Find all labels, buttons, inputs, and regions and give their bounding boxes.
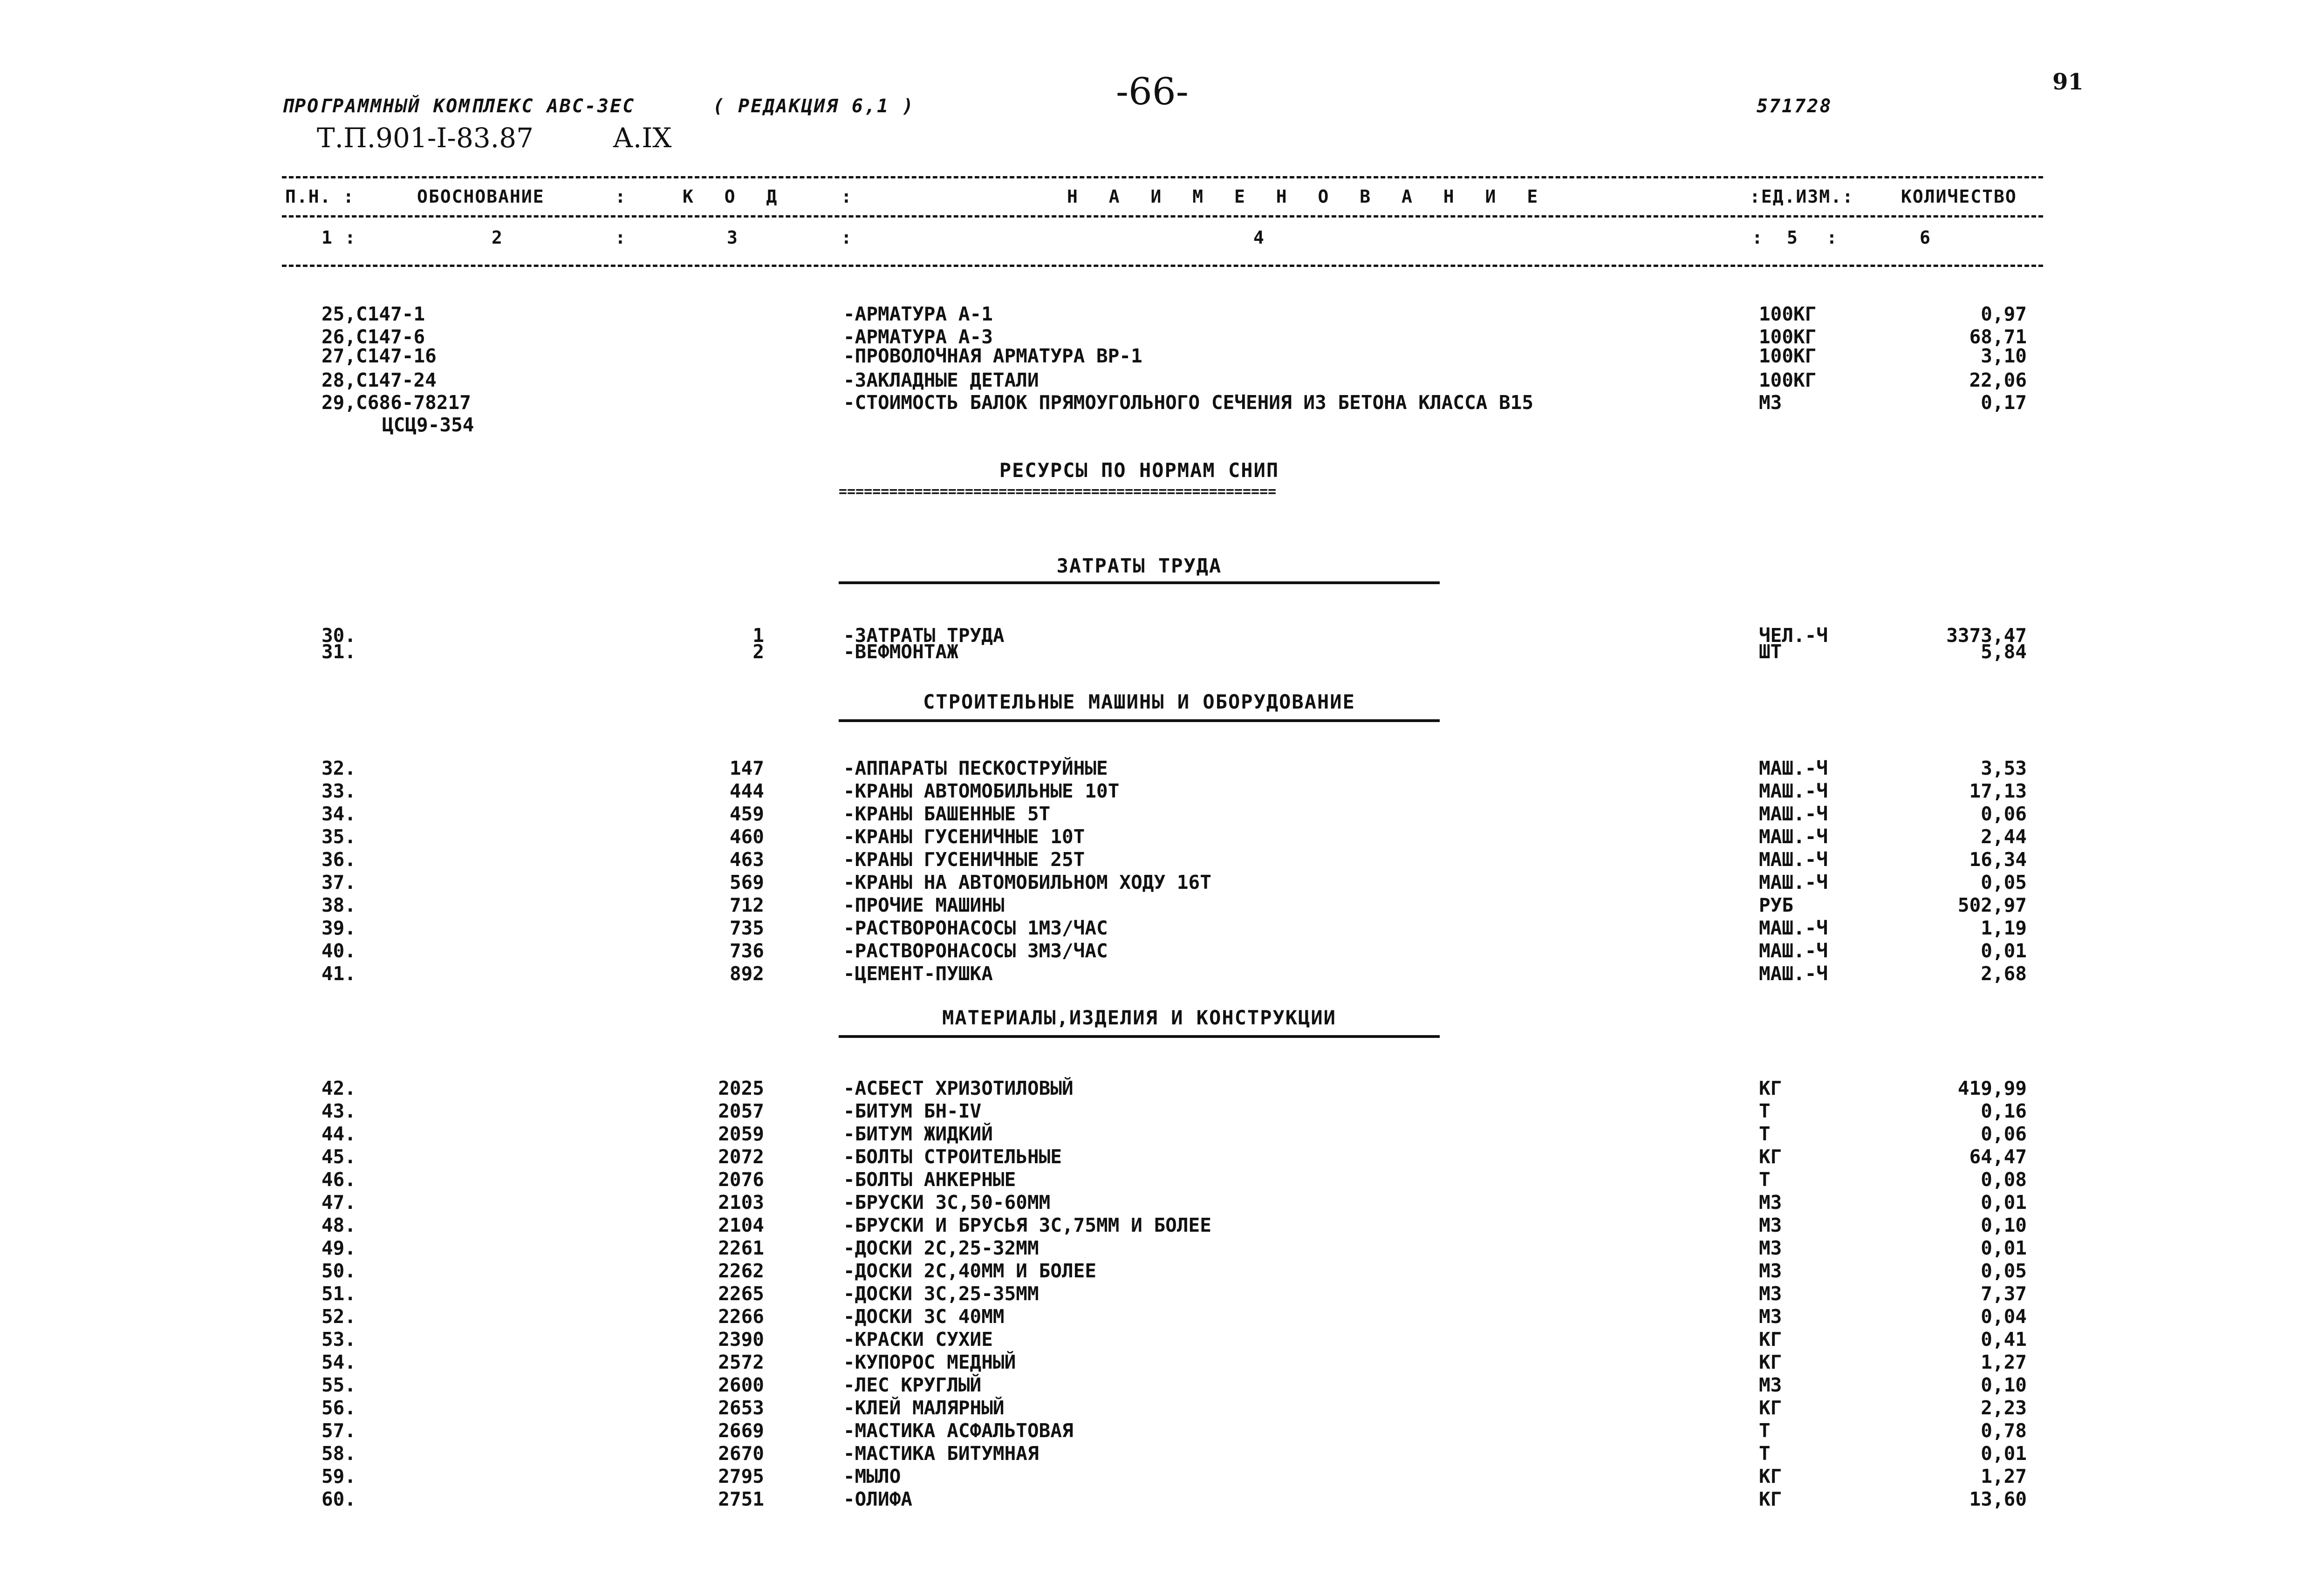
table-row — [0, 780, 2311, 803]
col-separator: : — [841, 186, 853, 207]
row-name: -КЛЕЙ МАЛЯРНЫЙ — [843, 1397, 1005, 1419]
row-unit: М3 — [1759, 1191, 1782, 1214]
row-number: 37. — [321, 871, 356, 893]
row-unit: Т — [1759, 1419, 1771, 1442]
row-name: -КРАНЫ НА АВТОМОБИЛЬНОМ ХОДУ 16Т — [843, 871, 1211, 893]
row-name: -БИТУМ ЖИДКИЙ — [843, 1123, 993, 1145]
row-number: 51. — [321, 1282, 356, 1305]
row-number: 42. — [321, 1077, 356, 1099]
row-number: 43. — [321, 1100, 356, 1122]
table-row — [0, 303, 2311, 326]
col-index-6: 6 — [1920, 227, 1931, 248]
row-code: 2059 — [718, 1123, 764, 1145]
row-qty: 64,47 — [1969, 1146, 2027, 1168]
table-row — [0, 1260, 2311, 1282]
row-unit: КГ — [1759, 1397, 1782, 1419]
section-rule — [839, 581, 1440, 584]
row-name: -СТОИМОСТЬ БАЛОК ПРЯМОУГОЛЬНОГО СЕЧЕНИЯ ИЗ БЕТОНА КЛАССА В15 — [843, 391, 1534, 414]
album-number: А.IX — [613, 122, 672, 154]
row-unit: КГ — [1759, 1488, 1782, 1510]
program-name: ПРОГРАММНЫЙ КОМПЛЕКС АВС-ЗЕС — [282, 95, 636, 117]
row-name: -ЗАТРАТЫ ТРУДА — [843, 624, 1005, 647]
row-number: 54. — [321, 1351, 356, 1373]
col-name-header: Н А И М Е Н О В А Н И Е — [1067, 186, 1548, 207]
table-row — [0, 1328, 2311, 1351]
row-name: -РАСТВОРОНАСОСЫ 1М3/ЧАС — [843, 917, 1108, 939]
col-separator: : — [615, 227, 627, 248]
row-name: -МЫЛО — [843, 1465, 901, 1487]
row-qty: 3,10 — [1981, 345, 2027, 367]
row-qty: 1,27 — [1981, 1351, 2027, 1373]
table-row — [0, 1237, 2311, 1260]
row-number: 45. — [321, 1146, 356, 1168]
row-unit: М3 — [1759, 391, 1782, 414]
section-title-labor: ЗАТРАТЫ ТРУДА — [1056, 554, 1222, 577]
row-code: 2670 — [718, 1442, 764, 1465]
row-qty: 0,01 — [1981, 940, 2027, 962]
row-name: -ДОСКИ 3С,25-35ММ — [843, 1282, 1039, 1305]
table-row — [0, 641, 2311, 663]
row-qty: 0,06 — [1981, 1123, 2027, 1145]
row-qty: 0,97 — [1981, 303, 2027, 325]
resources-underline: ==================================================== — [839, 484, 1277, 500]
row-unit: 100КГ — [1759, 303, 1817, 325]
row-code: 892 — [729, 962, 764, 985]
row-number: 34. — [321, 803, 356, 825]
row-number: 41. — [321, 962, 356, 985]
row-unit: КГ — [1759, 1328, 1782, 1350]
table-row — [0, 940, 2311, 962]
table-row — [0, 871, 2311, 894]
row-qty: 0,10 — [1981, 1374, 2027, 1396]
col-separator: : — [841, 227, 853, 248]
row-code: 2104 — [718, 1214, 764, 1236]
row-number: 50. — [321, 1260, 356, 1282]
row-code: 712 — [729, 894, 764, 916]
table-row — [0, 1374, 2311, 1397]
row-code: 2261 — [718, 1237, 764, 1259]
row-unit: МАШ.-Ч — [1759, 757, 1828, 779]
row-unit: М3 — [1759, 1305, 1782, 1328]
row-unit: Т — [1759, 1100, 1771, 1122]
col-code-header: К О Д — [683, 186, 787, 207]
table-row — [0, 1282, 2311, 1305]
table-row — [0, 1168, 2311, 1191]
row-qty: 0,05 — [1981, 1260, 2027, 1282]
row-unit: КГ — [1759, 1351, 1782, 1373]
row-unit: 100КГ — [1759, 345, 1817, 367]
row-name: -ДОСКИ 2С,25-32ММ — [843, 1237, 1039, 1259]
section-rule — [839, 719, 1440, 722]
row-unit: ШТ — [1759, 641, 1782, 663]
row-unit: МАШ.-Ч — [1759, 803, 1828, 825]
row-name: -КРАНЫ БАШЕННЫЕ 5Т — [843, 803, 1051, 825]
row-unit: МАШ.-Ч — [1759, 917, 1828, 939]
table-row — [0, 1305, 2311, 1328]
table-row — [0, 1442, 2311, 1465]
row-name: -БРУСКИ И БРУСЬЯ 3С,75ММ И БОЛЕЕ — [843, 1214, 1211, 1236]
table-row — [0, 848, 2311, 871]
row-number: 40. — [321, 940, 356, 962]
row-number: 60. — [321, 1488, 356, 1510]
row-basis: 27,С147-16 — [321, 345, 437, 367]
col-index-2: 2 — [492, 227, 503, 248]
row-code: 2390 — [718, 1328, 764, 1350]
row-number: 33. — [321, 780, 356, 802]
row-code: 2025 — [718, 1077, 764, 1099]
table-row — [0, 1351, 2311, 1374]
row-code: 569 — [729, 871, 764, 893]
table-row — [0, 917, 2311, 940]
row-name: -ВЕФМОНТАЖ — [843, 641, 958, 663]
table-row — [0, 1100, 2311, 1123]
row-number: 57. — [321, 1419, 356, 1442]
col-basis-header: ОБОСНОВАНИЕ — [417, 186, 545, 207]
col-index-3: 3 — [727, 227, 738, 248]
row-unit: КГ — [1759, 1465, 1782, 1487]
table-row — [0, 757, 2311, 780]
row-code: 459 — [729, 803, 764, 825]
row-code: 2262 — [718, 1260, 764, 1282]
row-qty: 0,06 — [1981, 803, 2027, 825]
row-code: 2057 — [718, 1100, 764, 1122]
row-number: 53. — [321, 1328, 356, 1350]
row-unit: Т — [1759, 1123, 1771, 1145]
row-qty: 17,13 — [1969, 780, 2027, 802]
resources-title: РЕСУРСЫ ПО НОРМАМ СНИП — [999, 459, 1279, 482]
row-unit: Т — [1759, 1168, 1771, 1191]
row-number: 44. — [321, 1123, 356, 1145]
row-code: 1 — [752, 624, 764, 647]
row-qty: 2,68 — [1981, 962, 2027, 985]
row-qty: 0,08 — [1981, 1168, 2027, 1191]
row-code: 2600 — [718, 1374, 764, 1396]
row-number: 32. — [321, 757, 356, 779]
row-code: 463 — [729, 848, 764, 871]
row-unit: 100КГ — [1759, 326, 1817, 348]
row-name: -ЛЕС КРУГЛЫЙ — [843, 1374, 982, 1396]
row-unit: М3 — [1759, 1374, 1782, 1396]
table-row — [0, 414, 2311, 437]
row-qty: 0,01 — [1981, 1191, 2027, 1214]
row-qty: 2,23 — [1981, 1397, 2027, 1419]
row-number: 47. — [321, 1191, 356, 1214]
row-name: -МАСТИКА АСФАЛЬТОВАЯ — [843, 1419, 1073, 1442]
col-index-5: 5 — [1787, 227, 1798, 248]
row-name: -ПРОВОЛОЧНАЯ АРМАТУРА ВР-1 — [843, 345, 1142, 367]
table-row — [0, 1191, 2311, 1214]
row-name: -БОЛТЫ АНКЕРНЫЕ — [843, 1168, 1016, 1191]
row-number: 39. — [321, 917, 356, 939]
row-qty: 2,44 — [1981, 825, 2027, 848]
col-num-header: П.Н. : — [285, 186, 355, 207]
edition-label: ( РЕДАКЦИЯ 6,1 ) — [713, 95, 915, 117]
row-basis: 28,С147-24 — [321, 369, 437, 391]
table-row — [0, 1465, 2311, 1488]
row-sub-basis: ЦСЦ9-354 — [382, 414, 474, 436]
table-row — [0, 825, 2311, 848]
row-number: 31. — [321, 641, 356, 663]
row-qty: 5,84 — [1981, 641, 2027, 663]
header-bottom-rule — [282, 265, 2043, 267]
row-qty: 16,34 — [1969, 848, 2027, 871]
corner-mark: 91 — [2052, 69, 2084, 95]
row-code: 735 — [729, 917, 764, 939]
row-qty: 0,16 — [1981, 1100, 2027, 1122]
row-name: -РАСТВОРОНАСОСЫ 3М3/ЧАС — [843, 940, 1108, 962]
row-code: 736 — [729, 940, 764, 962]
row-unit: Т — [1759, 1442, 1771, 1465]
row-name: -БИТУМ БН-IV — [843, 1100, 982, 1122]
col-unit-header: :ЕД.ИЗМ.: — [1750, 186, 1854, 207]
row-number: 56. — [321, 1397, 356, 1419]
row-code: 2103 — [718, 1191, 764, 1214]
row-qty: 0,10 — [1981, 1214, 2027, 1236]
row-qty: 1,19 — [1981, 917, 2027, 939]
document-code: 571728 — [1757, 95, 1832, 117]
row-name: -ЗАКЛАДНЫЕ ДЕТАЛИ — [843, 369, 1039, 391]
row-name: -ЦЕМЕНТ-ПУШКА — [843, 962, 993, 985]
row-name: -КУПОРОС МЕДНЫЙ — [843, 1351, 1016, 1373]
table-row — [0, 962, 2311, 985]
row-qty: 22,06 — [1969, 369, 2027, 391]
col-index-4: 4 — [1253, 227, 1265, 248]
row-number: 46. — [321, 1168, 356, 1191]
row-code: 2265 — [718, 1282, 764, 1305]
row-number: 48. — [321, 1214, 356, 1236]
row-code: 2 — [752, 641, 764, 663]
row-name: -КРАСКИ СУХИЕ — [843, 1328, 993, 1350]
table-row — [0, 345, 2311, 368]
row-name: -КРАНЫ АВТОМОБИЛЬНЫЕ 10Т — [843, 780, 1120, 802]
header-mid-rule — [282, 215, 2043, 218]
row-number: 49. — [321, 1237, 356, 1259]
row-name: -БОЛТЫ СТРОИТЕЛЬНЫЕ — [843, 1146, 1062, 1168]
row-unit: М3 — [1759, 1260, 1782, 1282]
table-row — [0, 1397, 2311, 1419]
col-qty-header: КОЛИЧЕСТВО — [1901, 186, 2017, 207]
page-number: -66- — [1116, 70, 1189, 113]
row-name: -АСБЕСТ ХРИЗОТИЛОВЫЙ — [843, 1077, 1073, 1099]
row-number: 36. — [321, 848, 356, 871]
row-qty: 0,78 — [1981, 1419, 2027, 1442]
row-qty: 0,05 — [1981, 871, 2027, 893]
section-title-machines: СТРОИТЕЛЬНЫЕ МАШИНЫ И ОБОРУДОВАНИЕ — [923, 690, 1355, 713]
header-top-rule — [282, 176, 2043, 178]
row-unit: РУБ — [1759, 894, 1794, 916]
row-name: -ПРОЧИЕ МАШИНЫ — [843, 894, 1005, 916]
row-name: -АРМАТУРА А-1 — [843, 303, 993, 325]
row-name: -МАСТИКА БИТУМНАЯ — [843, 1442, 1039, 1465]
row-name: -БРУСКИ 3С,50-60ММ — [843, 1191, 1051, 1214]
row-qty: 68,71 — [1969, 326, 2027, 348]
table-row — [0, 894, 2311, 917]
section-title-materials: МАТЕРИАЛЫ,ИЗДЕЛИЯ И КОНСТРУКЦИИ — [942, 1006, 1336, 1029]
row-unit: МАШ.-Ч — [1759, 848, 1828, 871]
row-qty: 502,97 — [1957, 894, 2027, 916]
row-code: 460 — [729, 825, 764, 848]
row-number: 58. — [321, 1442, 356, 1465]
row-code: 2572 — [718, 1351, 764, 1373]
row-qty: 13,60 — [1969, 1488, 2027, 1510]
row-code: 2669 — [718, 1419, 764, 1442]
table-row — [0, 391, 2311, 414]
row-code: 2266 — [718, 1305, 764, 1328]
row-unit: МАШ.-Ч — [1759, 871, 1828, 893]
row-name: -ДОСКИ 2С,40ММ И БОЛЕЕ — [843, 1260, 1097, 1282]
row-name: -КРАНЫ ГУСЕНИЧНЫЕ 10Т — [843, 825, 1085, 848]
row-code: 2751 — [718, 1488, 764, 1510]
row-code: 2072 — [718, 1146, 764, 1168]
row-unit: 100КГ — [1759, 369, 1817, 391]
table-row — [0, 1146, 2311, 1168]
row-name: -АППАРАТЫ ПЕСКОСТРУЙНЫЕ — [843, 757, 1108, 779]
row-unit: КГ — [1759, 1146, 1782, 1168]
row-qty: 0,41 — [1981, 1328, 2027, 1350]
col-separator: : — [1826, 227, 1838, 248]
row-qty: 3,53 — [1981, 757, 2027, 779]
row-number: 38. — [321, 894, 356, 916]
table-row — [0, 1123, 2311, 1146]
table-row — [0, 803, 2311, 825]
row-basis: 26,С147-6 — [321, 326, 425, 348]
row-name: -ОЛИФА — [843, 1488, 913, 1510]
row-unit: МАШ.-Ч — [1759, 940, 1828, 962]
col-index-1: 1 — [321, 227, 333, 248]
row-code: 147 — [729, 757, 764, 779]
project-number: Т.П.901-I-83.87 — [317, 122, 533, 154]
col-separator: : — [615, 186, 627, 207]
row-basis: 29,С686-78217 — [321, 391, 471, 414]
row-qty: 0,01 — [1981, 1442, 2027, 1465]
row-qty: 1,27 — [1981, 1465, 2027, 1487]
row-unit: МАШ.-Ч — [1759, 780, 1828, 802]
col-separator: : — [1752, 227, 1764, 248]
row-qty: 3373,47 — [1946, 624, 2027, 647]
row-qty: 7,37 — [1981, 1282, 2027, 1305]
row-qty: 419,99 — [1957, 1077, 2027, 1099]
table-row — [0, 1077, 2311, 1100]
row-basis: 25,С147-1 — [321, 303, 425, 325]
row-qty: 0,17 — [1981, 391, 2027, 414]
row-code: 2795 — [718, 1465, 764, 1487]
row-qty: 0,04 — [1981, 1305, 2027, 1328]
row-code: 2076 — [718, 1168, 764, 1191]
row-unit: МАШ.-Ч — [1759, 825, 1828, 848]
table-row — [0, 1214, 2311, 1237]
row-number: 30. — [321, 624, 356, 647]
row-unit: МАШ.-Ч — [1759, 962, 1828, 985]
row-name: -ДОСКИ 3С 40ММ — [843, 1305, 1005, 1328]
row-number: 52. — [321, 1305, 356, 1328]
section-rule — [839, 1035, 1440, 1038]
row-number: 55. — [321, 1374, 356, 1396]
row-code: 2653 — [718, 1397, 764, 1419]
row-unit: М3 — [1759, 1237, 1782, 1259]
table-row — [0, 1419, 2311, 1442]
row-name: -АРМАТУРА А-3 — [843, 326, 993, 348]
row-number: 35. — [321, 825, 356, 848]
table-row — [0, 1488, 2311, 1511]
row-qty: 0,01 — [1981, 1237, 2027, 1259]
row-unit: М3 — [1759, 1282, 1782, 1305]
row-name: -КРАНЫ ГУСЕНИЧНЫЕ 25Т — [843, 848, 1085, 871]
row-code: 444 — [729, 780, 764, 802]
table-row — [0, 369, 2311, 392]
row-unit: ЧЕЛ.-Ч — [1759, 624, 1828, 647]
col-separator: : — [345, 227, 356, 248]
row-unit: КГ — [1759, 1077, 1782, 1099]
row-unit: М3 — [1759, 1214, 1782, 1236]
row-number: 59. — [321, 1465, 356, 1487]
